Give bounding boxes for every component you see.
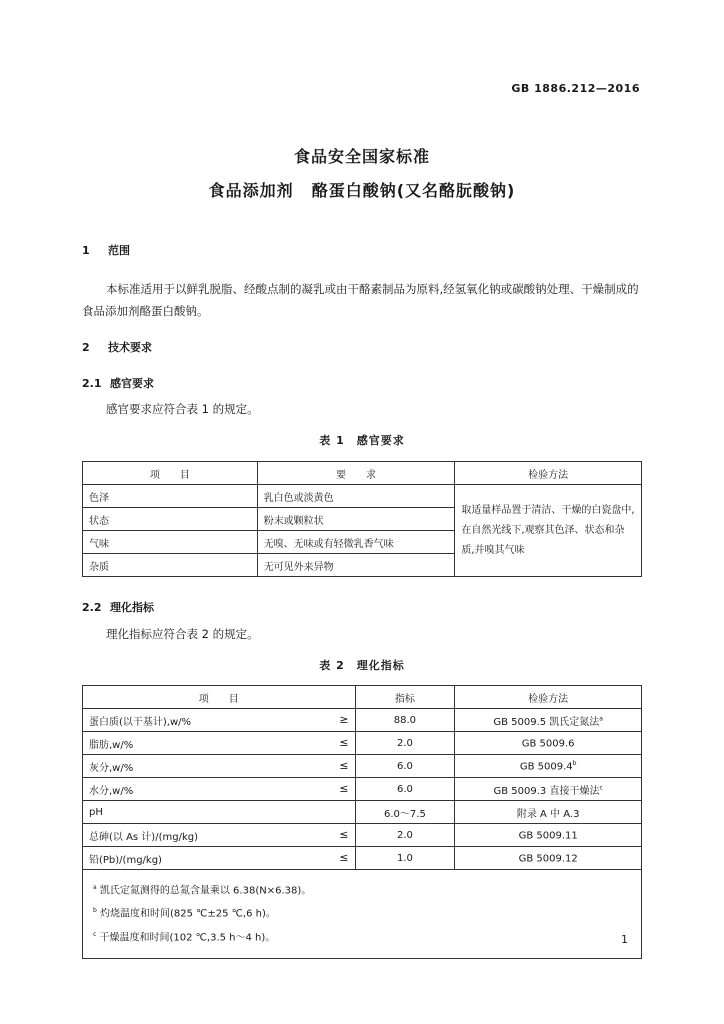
note-text: 凯氏定氮测得的总氮含量乘以 6.38(N×6.38)。 bbox=[99, 885, 312, 897]
table-note bbox=[93, 925, 631, 948]
header-cell: 要 求 bbox=[257, 462, 455, 485]
section-number: 2 bbox=[82, 341, 90, 354]
section-number: 1 bbox=[82, 244, 90, 257]
method-text: GB 5009.5 凯氏定氮法 bbox=[493, 716, 600, 728]
item-label: 灰分,w/% bbox=[89, 762, 134, 774]
page-number: 1 bbox=[621, 933, 628, 946]
comparison-symbol: ≤ bbox=[339, 781, 349, 795]
comparison-symbol: ≤ bbox=[339, 735, 349, 749]
section-2-1-body: 感官要求应符合表 1 的规定。 bbox=[106, 402, 259, 416]
caption-number: 表 2 bbox=[319, 659, 345, 672]
table-note bbox=[93, 878, 631, 901]
section-title: 范围 bbox=[108, 244, 130, 257]
method-cell bbox=[455, 847, 642, 870]
table-1-caption bbox=[0, 432, 724, 448]
item-cell: 状态 bbox=[83, 508, 258, 531]
method-text: GB 5009.6 bbox=[521, 738, 575, 750]
caption-title: 理化指标 bbox=[356, 659, 405, 672]
item-cell bbox=[83, 801, 356, 824]
item-cell bbox=[83, 778, 356, 801]
method-cell bbox=[455, 732, 642, 755]
table-note bbox=[93, 901, 631, 924]
header-cell: 项 目 bbox=[83, 686, 356, 709]
item-cell: 气味 bbox=[83, 531, 258, 554]
table-row bbox=[83, 709, 642, 732]
method-cell bbox=[455, 778, 642, 801]
section-1-heading bbox=[82, 242, 130, 258]
standard-code: GB 1886.212—2016 bbox=[511, 82, 640, 95]
section-2-heading bbox=[82, 339, 152, 355]
note-mark: c bbox=[93, 930, 97, 938]
table-notes bbox=[83, 870, 642, 959]
header-cell: 项 目 bbox=[83, 462, 258, 485]
table-row bbox=[83, 732, 642, 755]
item-label: 水分,w/% bbox=[89, 785, 134, 797]
table-header-row bbox=[83, 462, 642, 485]
method-text: 附录 A 中 A.3 bbox=[516, 808, 580, 820]
comparison-symbol: ≤ bbox=[339, 758, 349, 772]
table-1 bbox=[82, 461, 642, 577]
item-label: 蛋白质(以干基计),w/% bbox=[89, 716, 192, 728]
value-cell: 1.0 bbox=[355, 847, 455, 870]
caption-number: 表 1 bbox=[319, 434, 345, 447]
value-cell: 2.0 bbox=[355, 732, 455, 755]
footnote-mark: a bbox=[599, 715, 603, 723]
footnote-mark: c bbox=[599, 784, 603, 792]
comparison-symbol: ≥ bbox=[339, 712, 349, 726]
item-label: 总砷(以 As 计)/(mg/kg) bbox=[89, 831, 198, 843]
item-label: 铅(Pb)/(mg/kg) bbox=[89, 854, 162, 866]
requirement-cell: 粉末或颗粒状 bbox=[257, 508, 455, 531]
note-mark: b bbox=[93, 907, 97, 915]
caption-title: 感官要求 bbox=[356, 434, 405, 447]
method-cell bbox=[455, 824, 642, 847]
table-row bbox=[83, 485, 642, 508]
section-2-1-heading bbox=[82, 375, 154, 391]
item-cell bbox=[83, 824, 356, 847]
table-row bbox=[83, 755, 642, 778]
value-cell: 6.0～7.5 bbox=[355, 801, 455, 824]
value-cell: 88.0 bbox=[355, 709, 455, 732]
note-mark: a bbox=[93, 884, 97, 891]
method-cell bbox=[455, 709, 642, 732]
footnote-mark: b bbox=[572, 759, 577, 767]
subtitle-part-a: 食品添加剂 bbox=[208, 181, 294, 200]
method-text: GB 5009.3 直接干燥法 bbox=[493, 785, 600, 797]
section-1-body: 本标准适用于以鲜乳脱脂、经酸点制的凝乳或由干酪素制品为原料,经氢氧化钠或碳酸钠处理、干燥制成的食品添加剂酪蛋白酸钠。 bbox=[82, 282, 639, 318]
table-2 bbox=[82, 685, 642, 959]
requirement-cell: 乳白色或淡黄色 bbox=[257, 485, 455, 508]
section-number: 2.1 bbox=[82, 377, 102, 390]
section-title: 理化指标 bbox=[110, 601, 154, 614]
table-notes-row bbox=[83, 870, 642, 959]
method-text: GB 5009.12 bbox=[518, 853, 578, 865]
section-2-2-heading bbox=[82, 599, 154, 615]
table-row bbox=[83, 824, 642, 847]
item-label: 脂肪,w/% bbox=[89, 739, 134, 751]
value-cell: 6.0 bbox=[355, 755, 455, 778]
section-2-2-body: 理化指标应符合表 2 的规定。 bbox=[106, 627, 259, 641]
item-cell bbox=[83, 847, 356, 870]
table-row bbox=[83, 847, 642, 870]
table-row bbox=[83, 801, 642, 824]
item-cell: 色泽 bbox=[83, 485, 258, 508]
subtitle-part-b: 酪蛋白酸钠(又名酪朊酸钠) bbox=[311, 181, 516, 200]
method-text: GB 5009.4 bbox=[519, 761, 573, 773]
table-2-caption bbox=[0, 657, 724, 673]
value-cell: 2.0 bbox=[355, 824, 455, 847]
item-cell bbox=[83, 755, 356, 778]
item-cell: 杂质 bbox=[83, 554, 258, 577]
note-text: 灼烧温度和时间(825 ℃±25 ℃,6 h)。 bbox=[100, 908, 276, 920]
method-cell bbox=[455, 755, 642, 778]
header-cell: 检验方法 bbox=[455, 462, 642, 485]
requirement-cell: 无可见外来异物 bbox=[257, 554, 455, 577]
requirement-cell: 无嗅、无味或有轻微乳香气味 bbox=[257, 531, 455, 554]
section-title: 技术要求 bbox=[108, 341, 152, 354]
value-cell: 6.0 bbox=[355, 778, 455, 801]
table-row bbox=[83, 778, 642, 801]
note-text: 干燥温度和时间(102 ℃,3.5 h～4 h)。 bbox=[99, 931, 276, 943]
section-title: 感官要求 bbox=[110, 377, 154, 390]
item-label: pH bbox=[89, 806, 103, 818]
document-subtitle bbox=[0, 178, 724, 201]
table-header-row bbox=[83, 686, 642, 709]
item-cell bbox=[83, 732, 356, 755]
method-cell: 取适量样品置于清洁、干燥的白瓷盘中,在自然光线下,观察其色泽、状态和杂质,并嗅其气味 bbox=[455, 485, 642, 577]
document-title: 食品安全国家标准 bbox=[293, 147, 430, 166]
method-text: GB 5009.11 bbox=[518, 830, 578, 842]
header-cell: 指标 bbox=[355, 686, 455, 709]
item-cell bbox=[83, 709, 356, 732]
comparison-symbol: ≤ bbox=[339, 850, 349, 864]
method-cell bbox=[455, 801, 642, 824]
comparison-symbol: ≤ bbox=[339, 827, 349, 841]
header-cell: 检验方法 bbox=[455, 686, 642, 709]
section-number: 2.2 bbox=[82, 601, 102, 614]
